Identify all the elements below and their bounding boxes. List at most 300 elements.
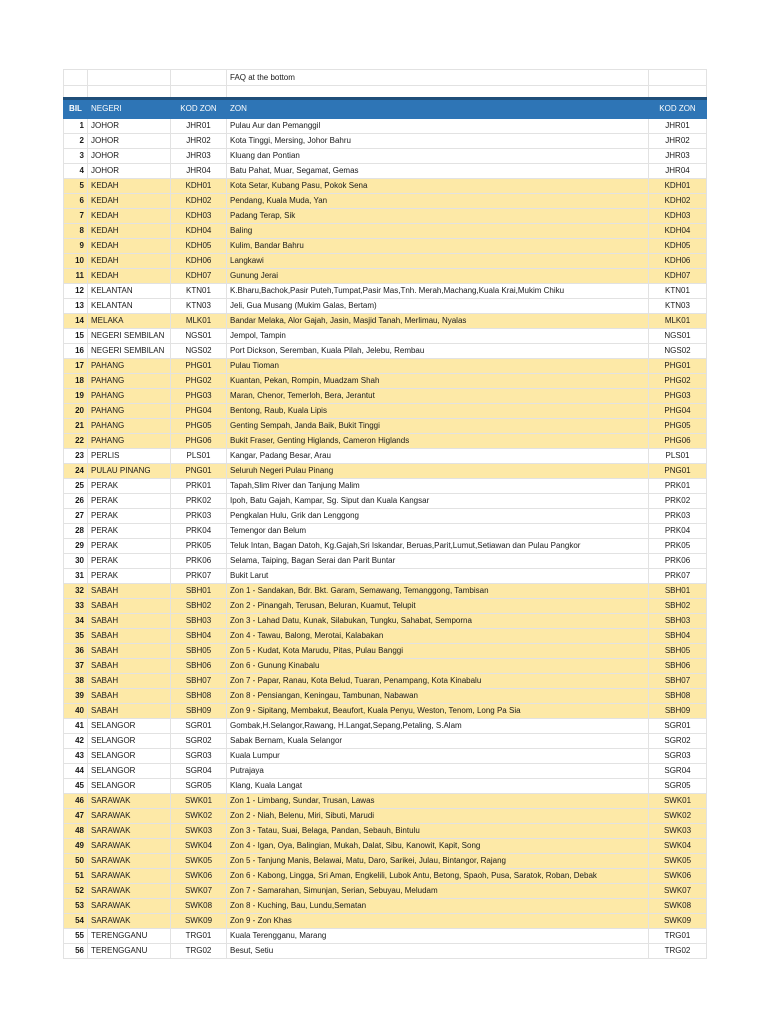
kod-zon-2-cell[interactable]: SBH01 bbox=[649, 584, 707, 599]
zon-cell[interactable]: Zon 7 - Papar, Ranau, Kota Belud, Tuaran, Penampang, Kota Kinabalu bbox=[227, 674, 649, 689]
zon-cell[interactable]: Pengkalan Hulu, Grik dan Lenggong bbox=[227, 509, 649, 524]
kod-zon-2-cell[interactable]: KDH07 bbox=[649, 269, 707, 284]
kod-zon-2-cell[interactable]: JHR03 bbox=[649, 149, 707, 164]
bil-cell[interactable]: 13 bbox=[64, 299, 88, 314]
bil-cell[interactable]: 24 bbox=[64, 464, 88, 479]
table-row bbox=[64, 914, 707, 929]
bil-cell[interactable]: 2 bbox=[64, 134, 88, 149]
kod-zon-cell[interactable]: SGR03 bbox=[171, 749, 227, 764]
bil-cell[interactable]: 21 bbox=[64, 419, 88, 434]
kod-zon-cell[interactable]: SBH03 bbox=[171, 614, 227, 629]
negeri-cell[interactable]: KEDAH bbox=[88, 254, 171, 269]
table-row bbox=[64, 524, 707, 539]
negeri-cell[interactable]: SARAWAK bbox=[88, 854, 171, 869]
table-row bbox=[64, 719, 707, 734]
zon-cell[interactable]: Maran, Chenor, Temerloh, Bera, Jerantut bbox=[227, 389, 649, 404]
zon-cell[interactable]: Zon 8 - Kuching, Bau, Lundu,Sematan bbox=[227, 899, 649, 914]
zon-cell[interactable]: Port Dickson, Seremban, Kuala Pilah, Jelebu, Rembau bbox=[227, 344, 649, 359]
zon-cell[interactable]: Padang Terap, Sik bbox=[227, 209, 649, 224]
kod-zon-2-cell[interactable]: SBH02 bbox=[649, 599, 707, 614]
kod-zon-cell[interactable]: PHG04 bbox=[171, 404, 227, 419]
negeri-cell[interactable]: TERENGGANU bbox=[88, 929, 171, 944]
bil-cell[interactable]: 40 bbox=[64, 704, 88, 719]
kod-zon-cell[interactable]: PHG02 bbox=[171, 374, 227, 389]
negeri-cell[interactable]: KEDAH bbox=[88, 179, 171, 194]
kod-zon-cell[interactable]: SGR04 bbox=[171, 764, 227, 779]
kod-zon-2-cell[interactable]: TRG02 bbox=[649, 944, 707, 959]
table-row bbox=[64, 779, 707, 794]
negeri-cell[interactable]: PULAU PINANG bbox=[88, 464, 171, 479]
kod-zon-2-cell[interactable]: SWK02 bbox=[649, 809, 707, 824]
negeri-cell[interactable]: TERENGGANU bbox=[88, 944, 171, 959]
zon-cell[interactable]: Zon 7 - Samarahan, Simunjan, Serian, Sebuyau, Meludam bbox=[227, 884, 649, 899]
zon-cell[interactable]: Bandar Melaka, Alor Gajah, Jasin, Masjid Tanah, Merlimau, Nyalas bbox=[227, 314, 649, 329]
kod-zon-cell[interactable]: SWK07 bbox=[171, 884, 227, 899]
zon-cell[interactable]: Klang, Kuala Langat bbox=[227, 779, 649, 794]
kod-zon-2-cell[interactable]: JHR02 bbox=[649, 134, 707, 149]
negeri-cell[interactable]: PAHANG bbox=[88, 389, 171, 404]
header-row bbox=[64, 99, 707, 119]
kod-zon-cell[interactable]: NGS02 bbox=[171, 344, 227, 359]
kod-zon-2-cell[interactable]: KDH02 bbox=[649, 194, 707, 209]
kod-zon-cell[interactable]: PRK01 bbox=[171, 479, 227, 494]
zon-cell[interactable]: Zon 9 - Zon Khas bbox=[227, 914, 649, 929]
kod-zon-2-cell[interactable]: PRK05 bbox=[649, 539, 707, 554]
kod-zon-2-cell[interactable]: KDH01 bbox=[649, 179, 707, 194]
kod-zon-cell[interactable]: SBH06 bbox=[171, 659, 227, 674]
negeri-cell[interactable]: KELANTAN bbox=[88, 299, 171, 314]
kod-zon-2-cell[interactable]: SGR05 bbox=[649, 779, 707, 794]
kod-zon-2-cell[interactable]: PHG06 bbox=[649, 434, 707, 449]
kod-zon-cell[interactable]: SGR05 bbox=[171, 779, 227, 794]
negeri-cell[interactable]: SABAH bbox=[88, 614, 171, 629]
kod-zon-cell[interactable]: PLS01 bbox=[171, 449, 227, 464]
table-row bbox=[64, 569, 707, 584]
zon-cell[interactable]: Kangar, Padang Besar, Arau bbox=[227, 449, 649, 464]
bil-cell[interactable]: 22 bbox=[64, 434, 88, 449]
negeri-cell[interactable]: SARAWAK bbox=[88, 869, 171, 884]
kod-zon-cell[interactable]: JHR04 bbox=[171, 164, 227, 179]
kod-zon-2-cell[interactable]: SWK01 bbox=[649, 794, 707, 809]
kod-zon-2-cell[interactable]: PHG05 bbox=[649, 419, 707, 434]
bil-cell[interactable]: 32 bbox=[64, 584, 88, 599]
bil-cell[interactable]: 27 bbox=[64, 509, 88, 524]
bil-cell[interactable]: 4 bbox=[64, 164, 88, 179]
kod-zon-2-cell[interactable]: KDH03 bbox=[649, 209, 707, 224]
kod-zon-2-cell[interactable]: KDH05 bbox=[649, 239, 707, 254]
zon-cell[interactable]: Ipoh, Batu Gajah, Kampar, Sg. Siput dan Kuala Kangsar bbox=[227, 494, 649, 509]
bil-cell[interactable]: 3 bbox=[64, 149, 88, 164]
table-row bbox=[64, 284, 707, 299]
zon-cell[interactable]: Kuala Terengganu, Marang bbox=[227, 929, 649, 944]
negeri-cell[interactable]: SARAWAK bbox=[88, 914, 171, 929]
bil-cell[interactable]: 55 bbox=[64, 929, 88, 944]
header-zon[interactable]: ZON bbox=[227, 99, 649, 119]
negeri-cell[interactable]: PERAK bbox=[88, 479, 171, 494]
kod-zon-cell[interactable]: KDH06 bbox=[171, 254, 227, 269]
kod-zon-cell[interactable]: PHG03 bbox=[171, 389, 227, 404]
negeri-cell[interactable]: PAHANG bbox=[88, 404, 171, 419]
table-row bbox=[64, 404, 707, 419]
kod-zon-2-cell[interactable]: SWK08 bbox=[649, 899, 707, 914]
kod-zon-cell[interactable]: PRK03 bbox=[171, 509, 227, 524]
kod-zon-cell[interactable]: SWK08 bbox=[171, 899, 227, 914]
negeri-cell[interactable]: NEGERI SEMBILAN bbox=[88, 329, 171, 344]
negeri-cell[interactable]: PERAK bbox=[88, 494, 171, 509]
kod-zon-2-cell[interactable]: KTN01 bbox=[649, 284, 707, 299]
kod-zon-2-cell[interactable]: SWK04 bbox=[649, 839, 707, 854]
kod-zon-2-cell[interactable]: PHG03 bbox=[649, 389, 707, 404]
kod-zon-cell[interactable]: PRK06 bbox=[171, 554, 227, 569]
faq-note[interactable]: FAQ at the bottom bbox=[227, 70, 649, 86]
kod-zon-2-cell[interactable]: PRK06 bbox=[649, 554, 707, 569]
kod-zon-cell[interactable]: SWK06 bbox=[171, 869, 227, 884]
kod-zon-cell[interactable]: KDH01 bbox=[171, 179, 227, 194]
zon-cell[interactable]: Genting Sempah, Janda Baik, Bukit Tinggi bbox=[227, 419, 649, 434]
zon-cell[interactable]: Temengor dan Belum bbox=[227, 524, 649, 539]
kod-zon-2-cell[interactable]: PRK01 bbox=[649, 479, 707, 494]
zon-cell[interactable]: Gunung Jerai bbox=[227, 269, 649, 284]
kod-zon-cell[interactable]: SWK05 bbox=[171, 854, 227, 869]
zon-cell[interactable]: Zon 2 - Pinangah, Terusan, Beluran, Kuamut, Telupit bbox=[227, 599, 649, 614]
bil-cell[interactable]: 41 bbox=[64, 719, 88, 734]
zon-cell[interactable]: Sabak Bernam, Kuala Selangor bbox=[227, 734, 649, 749]
negeri-cell[interactable]: PERAK bbox=[88, 509, 171, 524]
bil-cell[interactable]: 8 bbox=[64, 224, 88, 239]
negeri-cell[interactable]: SABAH bbox=[88, 629, 171, 644]
bil-cell[interactable]: 39 bbox=[64, 689, 88, 704]
kod-zon-cell[interactable]: TRG02 bbox=[171, 944, 227, 959]
table-row bbox=[64, 884, 707, 899]
kod-zon-cell[interactable]: KDH02 bbox=[171, 194, 227, 209]
bil-cell[interactable]: 33 bbox=[64, 599, 88, 614]
zon-cell[interactable]: Kluang dan Pontian bbox=[227, 149, 649, 164]
bil-cell[interactable]: 46 bbox=[64, 794, 88, 809]
negeri-cell[interactable]: SARAWAK bbox=[88, 839, 171, 854]
zon-cell[interactable]: Pendang, Kuala Muda, Yan bbox=[227, 194, 649, 209]
negeri-cell[interactable]: PERAK bbox=[88, 554, 171, 569]
kod-zon-2-cell[interactable]: SBH05 bbox=[649, 644, 707, 659]
zon-cell[interactable]: Zon 5 - Kudat, Kota Marudu, Pitas, Pulau Banggi bbox=[227, 644, 649, 659]
kod-zon-2-cell[interactable]: SGR02 bbox=[649, 734, 707, 749]
kod-zon-cell[interactable]: MLK01 bbox=[171, 314, 227, 329]
bil-cell[interactable]: 34 bbox=[64, 614, 88, 629]
bil-cell[interactable]: 28 bbox=[64, 524, 88, 539]
negeri-cell[interactable]: SELANGOR bbox=[88, 764, 171, 779]
zon-cell[interactable]: Jeli, Gua Musang (Mukim Galas, Bertam) bbox=[227, 299, 649, 314]
negeri-cell[interactable]: SARAWAK bbox=[88, 809, 171, 824]
table-row bbox=[64, 584, 707, 599]
kod-zon-2-cell[interactable]: NGS02 bbox=[649, 344, 707, 359]
negeri-cell[interactable]: PERAK bbox=[88, 524, 171, 539]
kod-zon-cell[interactable]: SBH09 bbox=[171, 704, 227, 719]
zon-cell[interactable]: Jempol, Tampin bbox=[227, 329, 649, 344]
bil-cell[interactable]: 12 bbox=[64, 284, 88, 299]
kod-zon-2-cell[interactable]: SGR01 bbox=[649, 719, 707, 734]
negeri-cell[interactable]: KEDAH bbox=[88, 209, 171, 224]
kod-zon-2-cell[interactable]: PHG01 bbox=[649, 359, 707, 374]
zon-cell[interactable]: Zon 6 - Kabong, Lingga, Sri Aman, Engkelili, Lubok Antu, Betong, Spaoh, Pusa, Saratok, Roban, Debak bbox=[227, 869, 649, 884]
bil-cell[interactable]: 52 bbox=[64, 884, 88, 899]
negeri-cell[interactable]: MELAKA bbox=[88, 314, 171, 329]
kod-zon-2-cell[interactable]: SBH09 bbox=[649, 704, 707, 719]
negeri-cell[interactable]: SELANGOR bbox=[88, 734, 171, 749]
kod-zon-2-cell[interactable]: NGS01 bbox=[649, 329, 707, 344]
kod-zon-2-cell[interactable]: SGR03 bbox=[649, 749, 707, 764]
negeri-cell[interactable]: KEDAH bbox=[88, 239, 171, 254]
negeri-cell[interactable]: PERLIS bbox=[88, 449, 171, 464]
kod-zon-cell[interactable]: SBH05 bbox=[171, 644, 227, 659]
kod-zon-2-cell[interactable]: SWK03 bbox=[649, 824, 707, 839]
negeri-cell[interactable]: SABAH bbox=[88, 584, 171, 599]
kod-zon-cell[interactable]: SWK03 bbox=[171, 824, 227, 839]
kod-zon-2-cell[interactable]: PNG01 bbox=[649, 464, 707, 479]
negeri-cell[interactable]: JOHOR bbox=[88, 164, 171, 179]
zon-cell[interactable]: Zon 9 - Sipitang, Membakut, Beaufort, Kuala Penyu, Weston, Tenom, Long Pa Sia bbox=[227, 704, 649, 719]
kod-zon-cell[interactable]: SWK09 bbox=[171, 914, 227, 929]
bil-cell[interactable]: 56 bbox=[64, 944, 88, 959]
kod-zon-2-cell[interactable]: JHR04 bbox=[649, 164, 707, 179]
zon-cell[interactable]: Selama, Taiping, Bagan Serai dan Parit Buntar bbox=[227, 554, 649, 569]
kod-zon-cell[interactable]: SBH07 bbox=[171, 674, 227, 689]
kod-zon-2-cell[interactable]: SBH03 bbox=[649, 614, 707, 629]
kod-zon-cell[interactable]: SWK04 bbox=[171, 839, 227, 854]
zon-cell[interactable]: Kuala Lumpur bbox=[227, 749, 649, 764]
kod-zon-2-cell[interactable]: SWK05 bbox=[649, 854, 707, 869]
zon-cell[interactable]: Bukit Larut bbox=[227, 569, 649, 584]
kod-zon-2-cell[interactable]: TRG01 bbox=[649, 929, 707, 944]
zon-cell[interactable]: Batu Pahat, Muar, Segamat, Gemas bbox=[227, 164, 649, 179]
negeri-cell[interactable]: SABAH bbox=[88, 689, 171, 704]
negeri-cell[interactable]: KEDAH bbox=[88, 194, 171, 209]
kod-zon-2-cell[interactable]: JHR01 bbox=[649, 119, 707, 134]
negeri-cell[interactable]: PERAK bbox=[88, 539, 171, 554]
kod-zon-2-cell[interactable]: SWK07 bbox=[649, 884, 707, 899]
kod-zon-cell[interactable]: PHG01 bbox=[171, 359, 227, 374]
kod-zon-cell[interactable]: JHR03 bbox=[171, 149, 227, 164]
negeri-cell[interactable]: SABAH bbox=[88, 704, 171, 719]
zon-cell[interactable]: Zon 1 - Limbang, Sundar, Trusan, Lawas bbox=[227, 794, 649, 809]
kod-zon-cell[interactable]: SBH02 bbox=[171, 599, 227, 614]
zon-cell[interactable]: Kulim, Bandar Bahru bbox=[227, 239, 649, 254]
kod-zon-cell[interactable]: PHG06 bbox=[171, 434, 227, 449]
kod-zon-2-cell[interactable]: SGR04 bbox=[649, 764, 707, 779]
kod-zon-2-cell[interactable]: SWK06 bbox=[649, 869, 707, 884]
negeri-cell[interactable]: NEGERI SEMBILAN bbox=[88, 344, 171, 359]
zon-cell[interactable]: K.Bharu,Bachok,Pasir Puteh,Tumpat,Pasir Mas,Tnh. Merah,Machang,Kuala Krai,Mukim Chiku bbox=[227, 284, 649, 299]
header-negeri[interactable]: NEGERI bbox=[88, 99, 171, 119]
zon-cell[interactable]: Putrajaya bbox=[227, 764, 649, 779]
kod-zon-2-cell[interactable]: PHG02 bbox=[649, 374, 707, 389]
kod-zon-2-cell[interactable]: PRK04 bbox=[649, 524, 707, 539]
bil-cell[interactable]: 29 bbox=[64, 539, 88, 554]
bil-cell[interactable]: 54 bbox=[64, 914, 88, 929]
kod-zon-cell[interactable]: SBH04 bbox=[171, 629, 227, 644]
kod-zon-cell[interactable]: SBH01 bbox=[171, 584, 227, 599]
bil-cell[interactable]: 16 bbox=[64, 344, 88, 359]
bil-cell[interactable]: 42 bbox=[64, 734, 88, 749]
bil-cell[interactable]: 44 bbox=[64, 764, 88, 779]
negeri-cell[interactable]: SELANGOR bbox=[88, 719, 171, 734]
negeri-cell[interactable]: PERAK bbox=[88, 569, 171, 584]
bil-cell[interactable]: 5 bbox=[64, 179, 88, 194]
zon-cell[interactable]: Besut, Setiu bbox=[227, 944, 649, 959]
bil-cell[interactable]: 11 bbox=[64, 269, 88, 284]
header-kod-zon-2[interactable]: KOD ZON bbox=[649, 99, 707, 119]
kod-zon-2-cell[interactable]: MLK01 bbox=[649, 314, 707, 329]
kod-zon-2-cell[interactable]: SBH08 bbox=[649, 689, 707, 704]
kod-zon-cell[interactable]: KDH05 bbox=[171, 239, 227, 254]
kod-zon-2-cell[interactable]: PRK02 bbox=[649, 494, 707, 509]
bil-cell[interactable]: 45 bbox=[64, 779, 88, 794]
table-row bbox=[64, 374, 707, 389]
kod-zon-2-cell[interactable]: KTN03 bbox=[649, 299, 707, 314]
bil-cell[interactable]: 37 bbox=[64, 659, 88, 674]
bil-cell[interactable]: 19 bbox=[64, 389, 88, 404]
bil-cell[interactable]: 35 bbox=[64, 629, 88, 644]
zon-cell[interactable]: Seluruh Negeri Pulau Pinang bbox=[227, 464, 649, 479]
kod-zon-2-cell[interactable]: SBH06 bbox=[649, 659, 707, 674]
negeri-cell[interactable]: PAHANG bbox=[88, 434, 171, 449]
kod-zon-cell[interactable]: NGS01 bbox=[171, 329, 227, 344]
zon-cell[interactable]: Zon 1 - Sandakan, Bdr. Bkt. Garam, Semawang, Temanggong, Tambisan bbox=[227, 584, 649, 599]
kod-zon-2-cell[interactable]: SBH07 bbox=[649, 674, 707, 689]
bil-cell[interactable]: 9 bbox=[64, 239, 88, 254]
bil-cell[interactable]: 30 bbox=[64, 554, 88, 569]
bil-cell[interactable]: 17 bbox=[64, 359, 88, 374]
negeri-cell[interactable]: SELANGOR bbox=[88, 779, 171, 794]
negeri-cell[interactable]: SARAWAK bbox=[88, 794, 171, 809]
kod-zon-2-cell[interactable]: PRK07 bbox=[649, 569, 707, 584]
negeri-cell[interactable]: PAHANG bbox=[88, 359, 171, 374]
kod-zon-2-cell[interactable]: SWK09 bbox=[649, 914, 707, 929]
zon-cell[interactable]: Zon 5 - Tanjung Manis, Belawai, Matu, Daro, Sarikei, Julau, Bintangor, Rajang bbox=[227, 854, 649, 869]
zon-cell[interactable]: Teluk Intan, Bagan Datoh, Kg.Gajah,Sri Iskandar, Beruas,Parit,Lumut,Setiawan dan Pulau Pangkor bbox=[227, 539, 649, 554]
bil-cell[interactable]: 31 bbox=[64, 569, 88, 584]
zon-cell[interactable]: Zon 3 - Tatau, Suai, Belaga, Pandan, Sebauh, Bintulu bbox=[227, 824, 649, 839]
bil-cell[interactable]: 14 bbox=[64, 314, 88, 329]
negeri-cell[interactable]: JOHOR bbox=[88, 134, 171, 149]
table-row bbox=[64, 509, 707, 524]
negeri-cell[interactable]: SABAH bbox=[88, 659, 171, 674]
kod-zon-cell[interactable]: JHR02 bbox=[171, 134, 227, 149]
zon-cell[interactable]: Pulau Aur dan Pemanggil bbox=[227, 119, 649, 134]
bil-cell[interactable]: 48 bbox=[64, 824, 88, 839]
negeri-cell[interactable]: SABAH bbox=[88, 674, 171, 689]
kod-zon-cell[interactable]: PRK04 bbox=[171, 524, 227, 539]
negeri-cell[interactable]: PAHANG bbox=[88, 419, 171, 434]
negeri-cell[interactable]: JOHOR bbox=[88, 149, 171, 164]
kod-zon-2-cell[interactable]: PLS01 bbox=[649, 449, 707, 464]
zon-cell[interactable]: Baling bbox=[227, 224, 649, 239]
kod-zon-cell[interactable]: TRG01 bbox=[171, 929, 227, 944]
negeri-cell[interactable]: KEDAH bbox=[88, 269, 171, 284]
kod-zon-cell[interactable]: PRK07 bbox=[171, 569, 227, 584]
zon-cell[interactable]: Gombak,H.Selangor,Rawang, H.Langat,Sepang,Petaling, S.Alam bbox=[227, 719, 649, 734]
negeri-cell[interactable]: SARAWAK bbox=[88, 884, 171, 899]
zon-cell[interactable]: Kota Tinggi, Mersing, Johor Bahru bbox=[227, 134, 649, 149]
negeri-cell[interactable]: PAHANG bbox=[88, 374, 171, 389]
kod-zon-cell[interactable]: KDH04 bbox=[171, 224, 227, 239]
bil-cell[interactable]: 43 bbox=[64, 749, 88, 764]
bil-cell[interactable]: 26 bbox=[64, 494, 88, 509]
kod-zon-2-cell[interactable]: PHG04 bbox=[649, 404, 707, 419]
bil-cell[interactable]: 51 bbox=[64, 869, 88, 884]
zon-cell[interactable]: Kota Setar, Kubang Pasu, Pokok Sena bbox=[227, 179, 649, 194]
bil-cell[interactable]: 15 bbox=[64, 329, 88, 344]
bil-cell[interactable]: 47 bbox=[64, 809, 88, 824]
zon-cell[interactable]: Kuantan, Pekan, Rompin, Muadzam Shah bbox=[227, 374, 649, 389]
negeri-cell[interactable]: SABAH bbox=[88, 644, 171, 659]
bil-cell[interactable]: 36 bbox=[64, 644, 88, 659]
kod-zon-2-cell[interactable]: PRK03 bbox=[649, 509, 707, 524]
kod-zon-cell[interactable]: KTN01 bbox=[171, 284, 227, 299]
negeri-cell[interactable]: KELANTAN bbox=[88, 284, 171, 299]
kod-zon-2-cell[interactable]: KDH04 bbox=[649, 224, 707, 239]
kod-zon-cell[interactable]: JHR01 bbox=[171, 119, 227, 134]
bil-cell[interactable]: 50 bbox=[64, 854, 88, 869]
zon-cell[interactable]: Pulau Tioman bbox=[227, 359, 649, 374]
kod-zon-cell[interactable]: KTN03 bbox=[171, 299, 227, 314]
bil-cell[interactable]: 38 bbox=[64, 674, 88, 689]
kod-zon-cell[interactable]: SBH08 bbox=[171, 689, 227, 704]
zon-cell[interactable]: Bukit Fraser, Genting Higlands, Cameron Higlands bbox=[227, 434, 649, 449]
negeri-cell[interactable]: SELANGOR bbox=[88, 749, 171, 764]
bil-cell[interactable]: 1 bbox=[64, 119, 88, 134]
kod-zon-cell[interactable]: SGR02 bbox=[171, 734, 227, 749]
header-kod-zon[interactable]: KOD ZON bbox=[171, 99, 227, 119]
kod-zon-cell[interactable]: SGR01 bbox=[171, 719, 227, 734]
kod-zon-cell[interactable]: KDH07 bbox=[171, 269, 227, 284]
zon-cell[interactable]: Zon 8 - Pensiangan, Keningau, Tambunan, Nabawan bbox=[227, 689, 649, 704]
bil-cell[interactable]: 23 bbox=[64, 449, 88, 464]
kod-zon-cell[interactable]: SWK01 bbox=[171, 794, 227, 809]
kod-zon-cell[interactable]: PRK05 bbox=[171, 539, 227, 554]
table-row bbox=[64, 344, 707, 359]
kod-zon-cell[interactable]: SWK02 bbox=[171, 809, 227, 824]
bil-cell[interactable]: 49 bbox=[64, 839, 88, 854]
zon-cell[interactable]: Zon 3 - Lahad Datu, Kunak, Silabukan, Tungku, Sahabat, Semporna bbox=[227, 614, 649, 629]
zon-cell[interactable]: Zon 4 - Tawau, Balong, Merotai, Kalabakan bbox=[227, 629, 649, 644]
kod-zon-cell[interactable]: PHG05 bbox=[171, 419, 227, 434]
bil-cell[interactable]: 10 bbox=[64, 254, 88, 269]
bil-cell[interactable]: 6 bbox=[64, 194, 88, 209]
bil-cell[interactable]: 18 bbox=[64, 374, 88, 389]
negeri-cell[interactable]: KEDAH bbox=[88, 224, 171, 239]
zon-cell[interactable]: Bentong, Raub, Kuala Lipis bbox=[227, 404, 649, 419]
bil-cell[interactable]: 25 bbox=[64, 479, 88, 494]
negeri-cell[interactable]: SARAWAK bbox=[88, 824, 171, 839]
negeri-cell[interactable]: SABAH bbox=[88, 599, 171, 614]
kod-zon-2-cell[interactable]: SBH04 bbox=[649, 629, 707, 644]
table-row bbox=[64, 794, 707, 809]
zon-cell[interactable]: Zon 6 - Gunung Kinabalu bbox=[227, 659, 649, 674]
kod-zon-2-cell[interactable]: KDH06 bbox=[649, 254, 707, 269]
zon-cell[interactable]: Zon 4 - Igan, Oya, Balingian, Mukah, Dalat, Sibu, Kanowit, Kapit, Song bbox=[227, 839, 649, 854]
bil-cell[interactable]: 53 bbox=[64, 899, 88, 914]
zon-cell[interactable]: Langkawi bbox=[227, 254, 649, 269]
kod-zon-cell[interactable]: PRK02 bbox=[171, 494, 227, 509]
bil-cell[interactable]: 7 bbox=[64, 209, 88, 224]
bil-cell[interactable]: 20 bbox=[64, 404, 88, 419]
kod-zon-cell[interactable]: KDH03 bbox=[171, 209, 227, 224]
negeri-cell[interactable]: SARAWAK bbox=[88, 899, 171, 914]
negeri-cell[interactable]: JOHOR bbox=[88, 119, 171, 134]
zon-cell[interactable]: Tapah,Slim River dan Tanjung Malim bbox=[227, 479, 649, 494]
kod-zon-cell[interactable]: PNG01 bbox=[171, 464, 227, 479]
zon-cell[interactable]: Zon 2 - Niah, Belenu, Miri, Sibuti, Marudi bbox=[227, 809, 649, 824]
header-bil[interactable]: BIL bbox=[64, 99, 88, 119]
